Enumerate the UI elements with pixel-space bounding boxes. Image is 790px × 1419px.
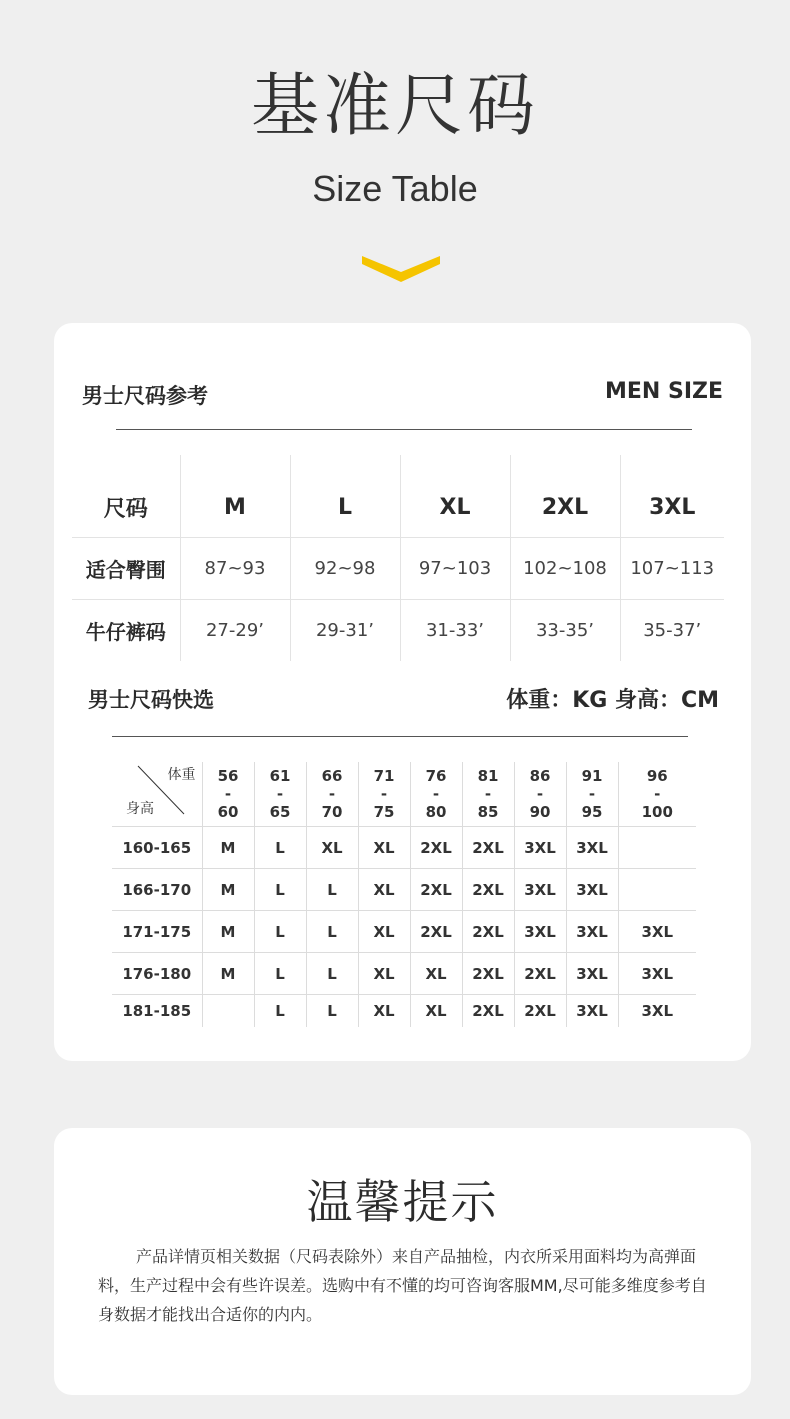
- size-cell: 2XL: [462, 911, 514, 953]
- page-title: 基准尺码: [250, 67, 539, 146]
- size-header: 3XL: [620, 455, 724, 538]
- size-cell: 2XL: [410, 869, 462, 911]
- weight-header: 96 - 100: [618, 762, 696, 827]
- hip-cell: 92~98: [290, 538, 400, 600]
- quick-select-title: 男士尺码快选: [88, 688, 214, 712]
- divider: [116, 429, 692, 430]
- jeans-cell: 27-29’: [180, 600, 290, 662]
- size-cell: [618, 869, 696, 911]
- jeans-cell: 35-37’: [620, 600, 724, 662]
- size-cell: M: [202, 827, 254, 869]
- jeans-cell: 31-33’: [400, 600, 510, 662]
- table-row: [112, 869, 696, 911]
- weight-header: 76 - 80: [410, 762, 462, 827]
- men-size-title: 男士尺码参考: [82, 384, 208, 408]
- table-row: [72, 455, 724, 538]
- men-size-title-en: MEN SIZE: [604, 379, 723, 404]
- weight-header: 86 - 90: [514, 762, 566, 827]
- row-label-size: 尺码: [72, 455, 180, 538]
- hip-cell: 107~113: [620, 538, 724, 600]
- size-cell: L: [306, 869, 358, 911]
- size-header: L: [290, 455, 400, 538]
- size-cell: XL: [410, 953, 462, 995]
- height-axis-label: 身高: [126, 801, 154, 817]
- size-cell: 2XL: [462, 869, 514, 911]
- weight-header: 91 - 95: [566, 762, 618, 827]
- size-header: XL: [400, 455, 510, 538]
- size-cell: M: [202, 953, 254, 995]
- size-cell: L: [254, 869, 306, 911]
- size-cell: L: [306, 911, 358, 953]
- hip-cell: 102~108: [510, 538, 620, 600]
- size-cell: 2XL: [462, 827, 514, 869]
- size-cell: L: [306, 995, 358, 1028]
- height-cell: 171-175: [112, 911, 202, 953]
- height-cell: 160-165: [112, 827, 202, 869]
- size-cell: XL: [358, 995, 410, 1028]
- table-row: [72, 538, 724, 600]
- height-cell: 176-180: [112, 953, 202, 995]
- size-cell: 3XL: [514, 869, 566, 911]
- size-cell: XL: [358, 911, 410, 953]
- height-cell: 166-170: [112, 869, 202, 911]
- size-cell: 3XL: [566, 827, 618, 869]
- size-cell: 3XL: [566, 911, 618, 953]
- size-cell: 2XL: [462, 953, 514, 995]
- size-cell: XL: [358, 869, 410, 911]
- table-row: [112, 953, 696, 995]
- hip-cell: 87~93: [180, 538, 290, 600]
- weight-header: 66 - 70: [306, 762, 358, 827]
- quick-select-table: [112, 762, 696, 1027]
- size-cell: 3XL: [514, 911, 566, 953]
- tips-body: 产品详情页相关数据（尺码表除外）来自产品抽检，内衣所采用面料均为高弹面料，生产过程中会有些许误差。选购中有不懂的均可咨询客服MM,尽可能多维度参考自身数据才能找出合适你的内内。: [98, 1247, 707, 1324]
- size-cell: 3XL: [514, 827, 566, 869]
- size-cell: L: [254, 995, 306, 1028]
- size-cell: 3XL: [618, 995, 696, 1028]
- size-cell: L: [254, 827, 306, 869]
- size-cell: L: [254, 953, 306, 995]
- size-cell: 3XL: [618, 953, 696, 995]
- size-header: M: [180, 455, 290, 538]
- size-cell: M: [202, 869, 254, 911]
- size-cell: 3XL: [566, 995, 618, 1028]
- size-cell: L: [306, 953, 358, 995]
- size-cell: 2XL: [462, 995, 514, 1028]
- tips-title: 温馨提示: [306, 1175, 499, 1229]
- size-header: 2XL: [510, 455, 620, 538]
- units-label: 体重：KG 身高：CM: [506, 688, 719, 713]
- men-size-table: [72, 455, 724, 661]
- size-cell: 3XL: [566, 953, 618, 995]
- weight-header: 61 - 65: [254, 762, 306, 827]
- size-cell: XL: [358, 953, 410, 995]
- row-label-jeans: 牛仔裤码: [85, 620, 166, 644]
- size-cell: XL: [358, 827, 410, 869]
- jeans-cell: 33-35’: [510, 600, 620, 662]
- size-cell: [618, 827, 696, 869]
- size-cell: L: [254, 911, 306, 953]
- size-cell: 2XL: [410, 911, 462, 953]
- jeans-cell: 29-31’: [290, 600, 400, 662]
- size-cell: 2XL: [514, 995, 566, 1028]
- size-cell: 2XL: [410, 827, 462, 869]
- table-row: [112, 995, 696, 1028]
- table-row: [112, 827, 696, 869]
- weight-axis-label: 体重: [167, 767, 196, 783]
- table-row: [72, 600, 724, 662]
- weight-header: 56 - 60: [202, 762, 254, 827]
- size-cell: 3XL: [618, 911, 696, 953]
- row-label-hip: 适合臀围: [72, 538, 180, 600]
- page-subtitle: Size Table: [312, 168, 478, 209]
- size-cell: M: [202, 911, 254, 953]
- size-cell: XL: [410, 995, 462, 1028]
- table-header-row: [112, 762, 696, 827]
- size-cell: 2XL: [514, 953, 566, 995]
- size-cell: XL: [306, 827, 358, 869]
- height-cell: 181-185: [122, 1002, 192, 1020]
- size-cell: [202, 995, 254, 1028]
- hip-cell: 97~103: [400, 538, 510, 600]
- chevron-down-icon: [362, 252, 440, 284]
- weight-header: 71 - 75: [358, 762, 410, 827]
- tips-card: [54, 1128, 751, 1395]
- table-row: [112, 911, 696, 953]
- weight-header: 81 - 85: [462, 762, 514, 827]
- divider: [112, 736, 688, 737]
- corner-header: [112, 762, 202, 827]
- size-cell: 3XL: [566, 869, 618, 911]
